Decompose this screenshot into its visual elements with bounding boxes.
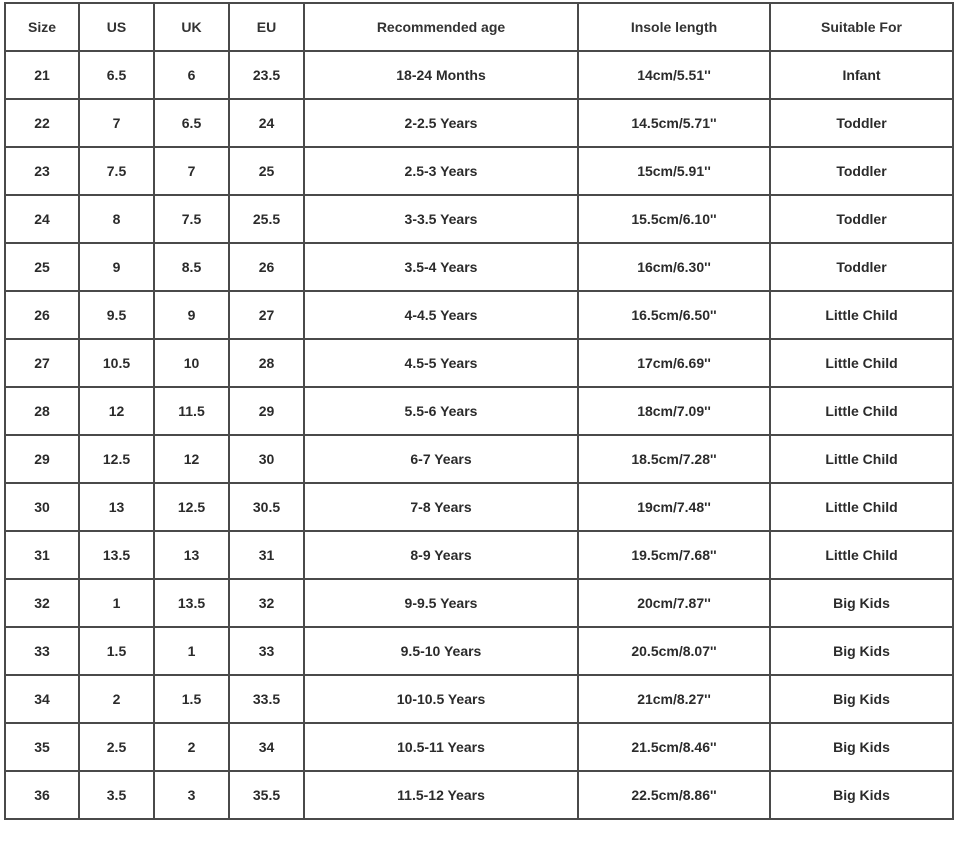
cell-suitable-for: Toddler <box>770 147 953 195</box>
table-row <box>5 51 953 99</box>
cell-uk: 2 <box>154 723 229 771</box>
cell-size: 21 <box>5 51 79 99</box>
cell-eu: 28 <box>229 339 304 387</box>
cell-insole-length: 17cm/6.69'' <box>578 339 770 387</box>
table-row <box>5 291 953 339</box>
cell-insole-length: 18cm/7.09'' <box>578 387 770 435</box>
table-row <box>5 195 953 243</box>
cell-suitable-for: Toddler <box>770 99 953 147</box>
cell-recommended-age: 18-24 Months <box>304 51 578 99</box>
cell-uk: 6.5 <box>154 99 229 147</box>
cell-us: 12 <box>79 387 154 435</box>
cell-recommended-age: 10-10.5 Years <box>304 675 578 723</box>
cell-eu: 33.5 <box>229 675 304 723</box>
cell-suitable-for: Toddler <box>770 243 953 291</box>
cell-eu: 25.5 <box>229 195 304 243</box>
cell-size: 30 <box>5 483 79 531</box>
cell-eu: 30 <box>229 435 304 483</box>
cell-insole-length: 21cm/8.27'' <box>578 675 770 723</box>
cell-us: 7.5 <box>79 147 154 195</box>
cell-eu: 33 <box>229 627 304 675</box>
cell-suitable-for: Big Kids <box>770 627 953 675</box>
cell-uk: 11.5 <box>154 387 229 435</box>
size-chart-container <box>4 2 954 820</box>
cell-uk: 8.5 <box>154 243 229 291</box>
table-row <box>5 99 953 147</box>
cell-eu: 24 <box>229 99 304 147</box>
table-row <box>5 387 953 435</box>
table-row <box>5 483 953 531</box>
cell-uk: 7 <box>154 147 229 195</box>
cell-insole-length: 20.5cm/8.07'' <box>578 627 770 675</box>
cell-suitable-for: Little Child <box>770 291 953 339</box>
cell-us: 9.5 <box>79 291 154 339</box>
cell-suitable-for: Big Kids <box>770 723 953 771</box>
cell-size: 25 <box>5 243 79 291</box>
size-chart-body <box>5 51 953 819</box>
cell-uk: 1.5 <box>154 675 229 723</box>
header-eu: EU <box>229 3 304 51</box>
cell-insole-length: 20cm/7.87'' <box>578 579 770 627</box>
cell-suitable-for: Little Child <box>770 435 953 483</box>
header-row <box>5 3 953 51</box>
cell-suitable-for: Little Child <box>770 483 953 531</box>
header-size: Size <box>5 3 79 51</box>
cell-insole-length: 21.5cm/8.46'' <box>578 723 770 771</box>
cell-insole-length: 14cm/5.51'' <box>578 51 770 99</box>
cell-size: 34 <box>5 675 79 723</box>
table-row <box>5 339 953 387</box>
cell-insole-length: 18.5cm/7.28'' <box>578 435 770 483</box>
cell-us: 1 <box>79 579 154 627</box>
cell-suitable-for: Big Kids <box>770 771 953 819</box>
table-row <box>5 627 953 675</box>
cell-eu: 35.5 <box>229 771 304 819</box>
table-row <box>5 147 953 195</box>
cell-uk: 3 <box>154 771 229 819</box>
table-row <box>5 579 953 627</box>
cell-recommended-age: 4-4.5 Years <box>304 291 578 339</box>
cell-size: 33 <box>5 627 79 675</box>
cell-eu: 34 <box>229 723 304 771</box>
cell-uk: 9 <box>154 291 229 339</box>
cell-eu: 23.5 <box>229 51 304 99</box>
cell-recommended-age: 7-8 Years <box>304 483 578 531</box>
header-uk: UK <box>154 3 229 51</box>
cell-insole-length: 16.5cm/6.50'' <box>578 291 770 339</box>
cell-uk: 12.5 <box>154 483 229 531</box>
cell-recommended-age: 9.5-10 Years <box>304 627 578 675</box>
cell-insole-length: 16cm/6.30'' <box>578 243 770 291</box>
table-row <box>5 675 953 723</box>
cell-eu: 27 <box>229 291 304 339</box>
cell-uk: 6 <box>154 51 229 99</box>
cell-us: 1.5 <box>79 627 154 675</box>
cell-size: 23 <box>5 147 79 195</box>
cell-eu: 30.5 <box>229 483 304 531</box>
cell-suitable-for: Big Kids <box>770 579 953 627</box>
cell-recommended-age: 11.5-12 Years <box>304 771 578 819</box>
cell-size: 31 <box>5 531 79 579</box>
cell-us: 8 <box>79 195 154 243</box>
cell-size: 36 <box>5 771 79 819</box>
header-recommended-age: Recommended age <box>304 3 578 51</box>
table-row <box>5 771 953 819</box>
cell-us: 2.5 <box>79 723 154 771</box>
header-suitable-for: Suitable For <box>770 3 953 51</box>
cell-recommended-age: 2-2.5 Years <box>304 99 578 147</box>
cell-us: 13 <box>79 483 154 531</box>
cell-recommended-age: 2.5-3 Years <box>304 147 578 195</box>
cell-insole-length: 15cm/5.91'' <box>578 147 770 195</box>
cell-recommended-age: 3-3.5 Years <box>304 195 578 243</box>
cell-recommended-age: 5.5-6 Years <box>304 387 578 435</box>
cell-us: 3.5 <box>79 771 154 819</box>
cell-us: 7 <box>79 99 154 147</box>
cell-eu: 29 <box>229 387 304 435</box>
table-row <box>5 435 953 483</box>
cell-us: 2 <box>79 675 154 723</box>
cell-us: 12.5 <box>79 435 154 483</box>
header-insole-length: Insole length <box>578 3 770 51</box>
cell-suitable-for: Big Kids <box>770 675 953 723</box>
cell-us: 6.5 <box>79 51 154 99</box>
cell-insole-length: 22.5cm/8.86'' <box>578 771 770 819</box>
cell-suitable-for: Little Child <box>770 387 953 435</box>
cell-size: 22 <box>5 99 79 147</box>
cell-recommended-age: 8-9 Years <box>304 531 578 579</box>
cell-size: 35 <box>5 723 79 771</box>
table-row <box>5 243 953 291</box>
cell-size: 32 <box>5 579 79 627</box>
cell-uk: 13.5 <box>154 579 229 627</box>
cell-insole-length: 14.5cm/5.71'' <box>578 99 770 147</box>
cell-eu: 31 <box>229 531 304 579</box>
cell-uk: 10 <box>154 339 229 387</box>
cell-us: 13.5 <box>79 531 154 579</box>
cell-size: 24 <box>5 195 79 243</box>
cell-eu: 25 <box>229 147 304 195</box>
cell-us: 9 <box>79 243 154 291</box>
cell-size: 26 <box>5 291 79 339</box>
cell-insole-length: 19.5cm/7.68'' <box>578 531 770 579</box>
cell-suitable-for: Little Child <box>770 531 953 579</box>
cell-recommended-age: 10.5-11 Years <box>304 723 578 771</box>
cell-size: 27 <box>5 339 79 387</box>
cell-size: 28 <box>5 387 79 435</box>
cell-suitable-for: Toddler <box>770 195 953 243</box>
table-row <box>5 531 953 579</box>
cell-uk: 12 <box>154 435 229 483</box>
cell-suitable-for: Infant <box>770 51 953 99</box>
table-row <box>5 723 953 771</box>
size-chart-table <box>4 2 954 820</box>
cell-uk: 7.5 <box>154 195 229 243</box>
cell-insole-length: 15.5cm/6.10'' <box>578 195 770 243</box>
cell-suitable-for: Little Child <box>770 339 953 387</box>
cell-uk: 1 <box>154 627 229 675</box>
cell-recommended-age: 9-9.5 Years <box>304 579 578 627</box>
cell-insole-length: 19cm/7.48'' <box>578 483 770 531</box>
header-us: US <box>79 3 154 51</box>
cell-eu: 26 <box>229 243 304 291</box>
cell-recommended-age: 6-7 Years <box>304 435 578 483</box>
cell-uk: 13 <box>154 531 229 579</box>
cell-recommended-age: 3.5-4 Years <box>304 243 578 291</box>
cell-eu: 32 <box>229 579 304 627</box>
cell-recommended-age: 4.5-5 Years <box>304 339 578 387</box>
cell-us: 10.5 <box>79 339 154 387</box>
cell-size: 29 <box>5 435 79 483</box>
